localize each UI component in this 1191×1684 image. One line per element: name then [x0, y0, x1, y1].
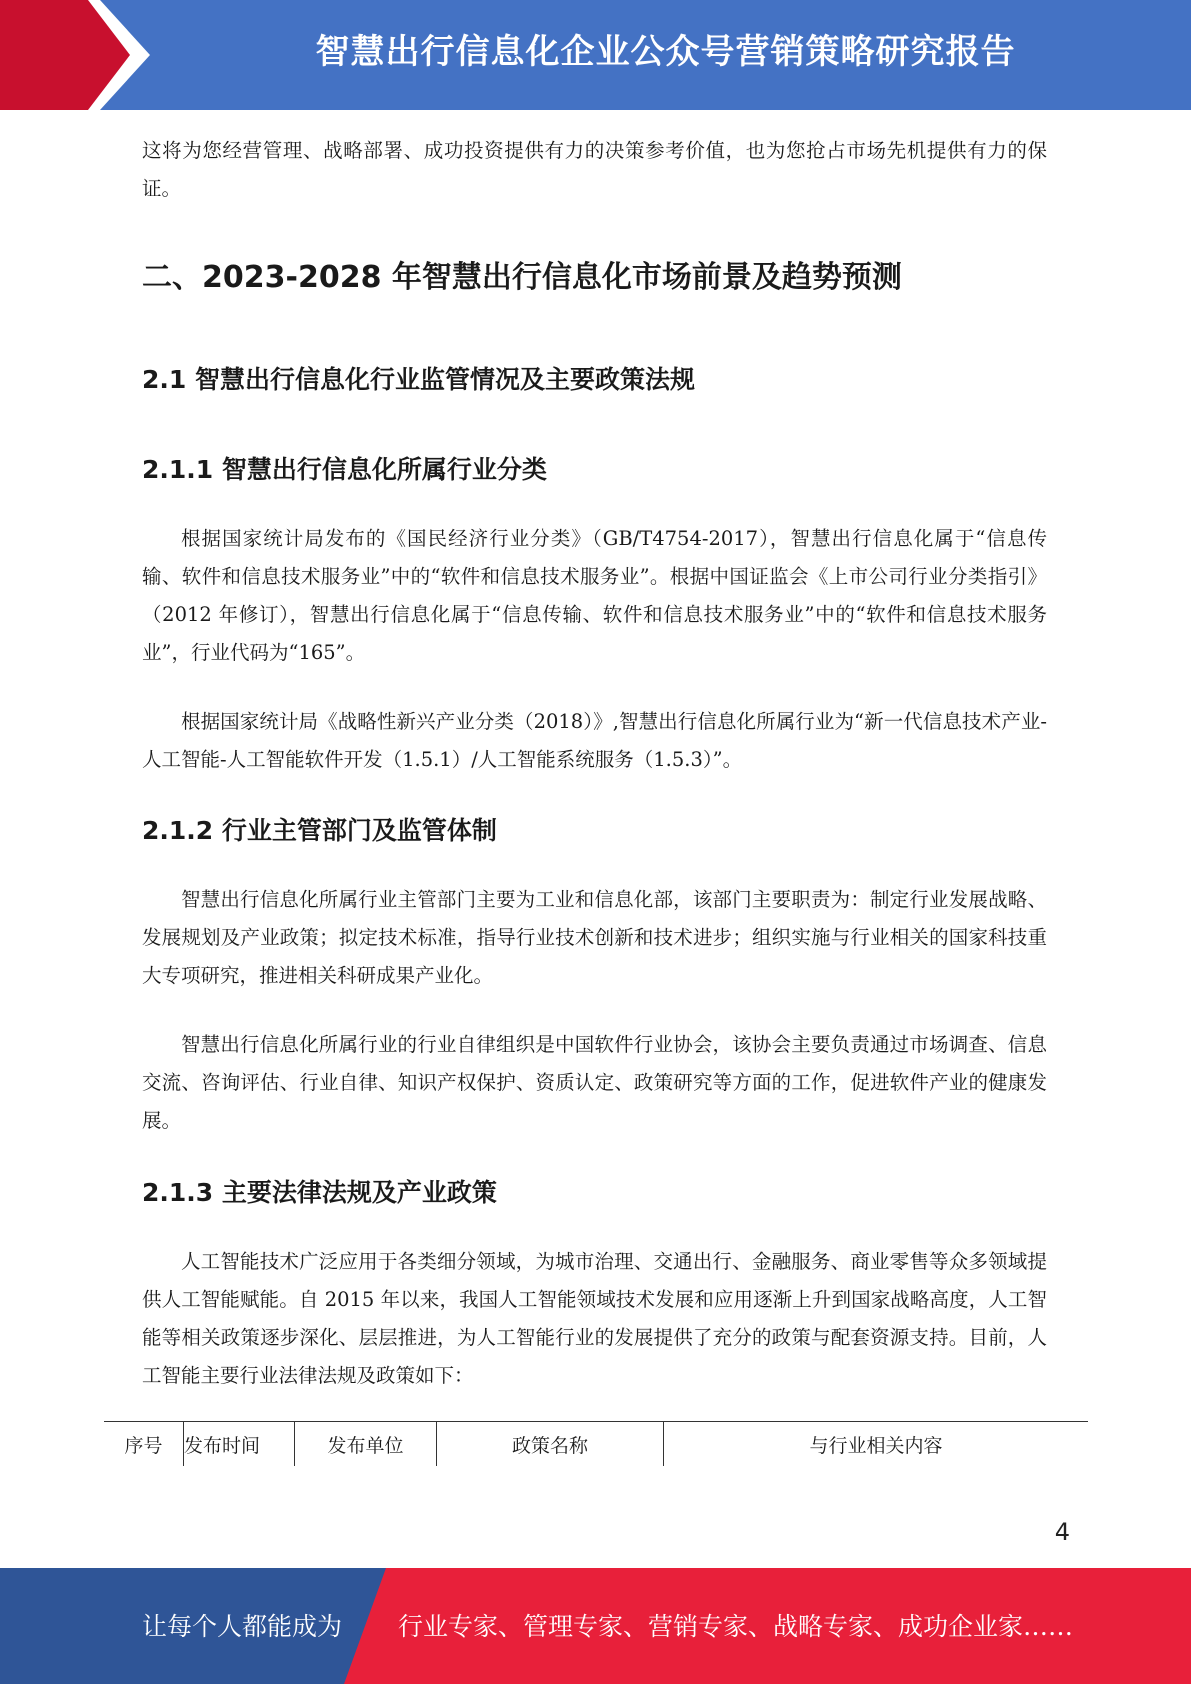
- section-2-1-heading: 2.1 智慧出行信息化行业监管情况及主要政策法规: [142, 365, 695, 394]
- section-2-1-3-heading: 2.1.3 主要法律法规及产业政策: [142, 1178, 497, 1207]
- red-arrow-decoration: [0, 0, 160, 110]
- section-2-1-1-heading: 2.1.1 智慧出行信息化所属行业分类: [142, 455, 547, 484]
- page-number: 4: [1054, 1518, 1070, 1546]
- column-header-relevant-content: 与行业相关内容: [809, 1434, 943, 1457]
- section-2-1-1-paragraph-1: 根据国家统计局发布的《国民经济行业分类》（GB/T4754-2017），智慧出行信息化属于“信息传输、软件和信息技术服务业”中的“软件和信息技术服务业”。根据中国证监会《上市公司行业分类指引》（2012 年修订），智慧出行信息化属于“信息传输、软件和信息技术服务业”中的“软件和信息技术服务业”，行业代码为“165”。: [142, 527, 1047, 664]
- section-2-1-2-paragraph-1: 智慧出行信息化所属行业主管部门主要为工业和信息化部，该部门主要职责为：制定行业发展战略、发展规划及产业政策；拟定技术标准，指导行业技术创新和技术进步；组织实施与行业相关的国家科技重大专项研究，推进相关科研成果产业化。: [142, 888, 1047, 987]
- intro-paragraph: 这将为您经营管理、战略部署、成功投资提供有力的决策参考价值，也为您抢占市场先机提供有力的保证。: [142, 139, 1047, 200]
- policy-table: [104, 1421, 1088, 1466]
- column-header-issuer: 发布单位: [295, 1422, 437, 1466]
- column-header-date: 发布时间: [184, 1422, 295, 1466]
- column-header-policy-name: 政策名称: [437, 1422, 664, 1466]
- section-2-1-1-paragraph-2: 根据国家统计局《战略性新兴产业分类（2018）》,智慧出行信息化所属行业为“新一代信息技术产业-人工智能-人工智能软件开发（1.5.1）/人工智能系统服务（1.5.3）”。: [142, 710, 1047, 771]
- section-2-1-3-paragraph-1: 人工智能技术广泛应用于各类细分领域，为城市治理、交通出行、金融服务、商业零售等众多领域提供人工智能赋能。自 2015 年以来，我国人工智能领域技术发展和应用逐渐上升到国家战略高度，人工智能等相关政策逐步深化、层层推进，为人工智能行业的发展提供了充分的政策与配套资源支持。目前，人工智能主要行业法律法规及政策如下：: [142, 1250, 1047, 1387]
- footer-banner: [0, 1568, 1191, 1684]
- column-header-index: 序号: [104, 1422, 184, 1466]
- footer-slogan-right: 行业专家、管理专家、营销专家、战略专家、成功企业家……: [398, 1612, 1074, 1641]
- table-header-row: [104, 1422, 1088, 1466]
- header-banner: [0, 0, 1191, 110]
- section-2-1-2-paragraph-2: 智慧出行信息化所属行业的行业自律组织是中国软件行业协会，该协会主要负责通过市场调查、信息交流、咨询评估、行业自律、知识产权保护、资质认定、政策研究等方面的工作，促进软件产业的健康发展。: [142, 1033, 1047, 1132]
- section-2-1-2-heading: 2.1.2 行业主管部门及监管体制: [142, 816, 497, 845]
- report-title: 智慧出行信息化企业公众号营销策略研究报告: [315, 32, 1016, 72]
- section-2-heading: 二、2023-2028 年智慧出行信息化市场前景及趋势预测: [142, 260, 902, 295]
- footer-slogan-left: 让每个人都能成为: [142, 1612, 343, 1641]
